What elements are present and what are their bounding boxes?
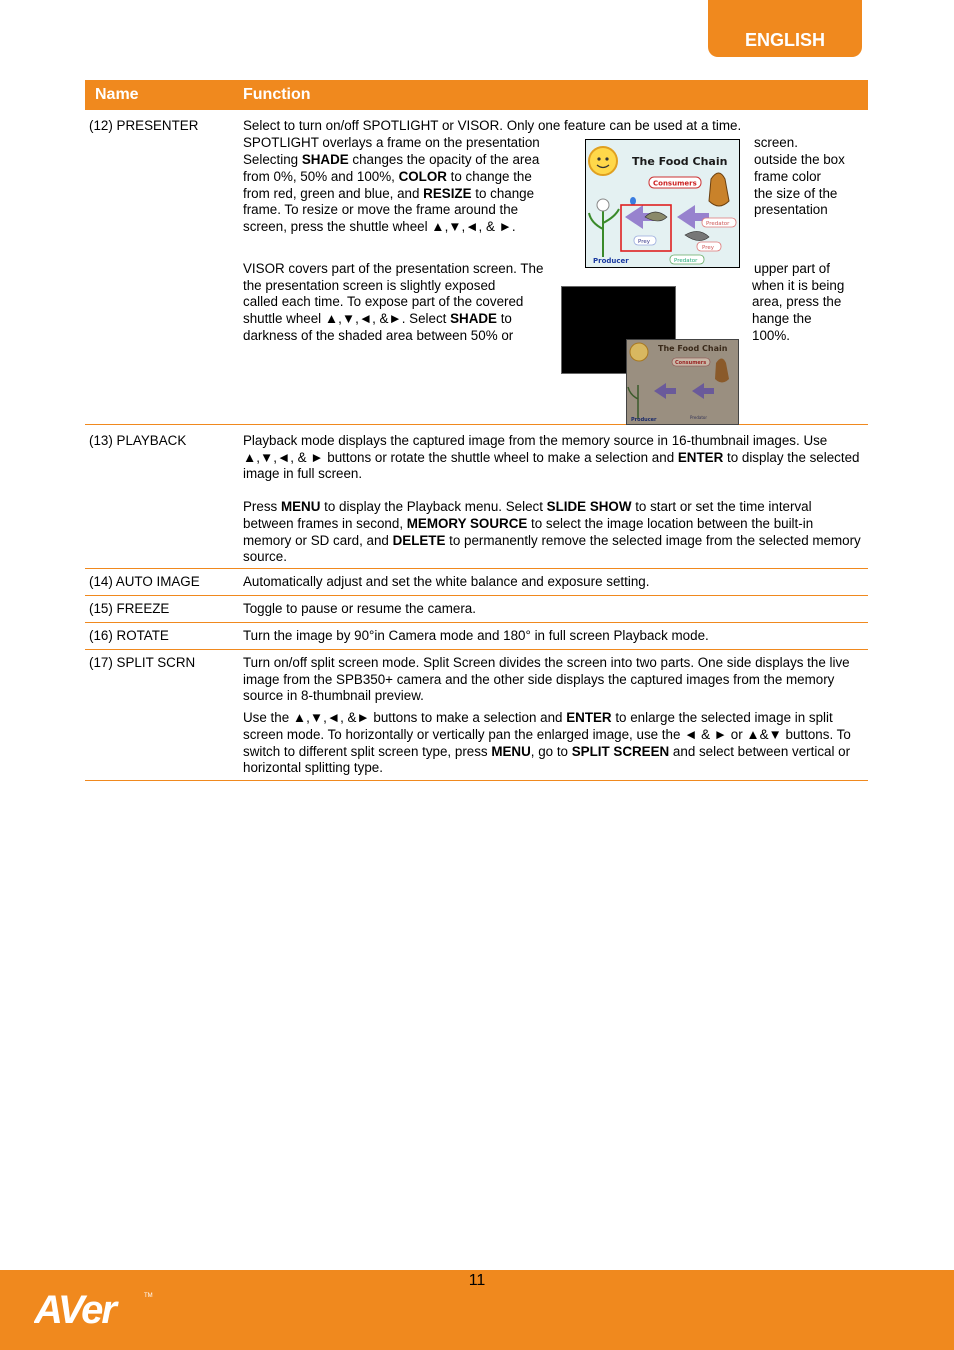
text-line: screen. bbox=[754, 135, 798, 150]
table-row bbox=[85, 425, 868, 569]
page-number: 11 bbox=[468, 1272, 486, 1289]
text-line: frame color bbox=[754, 169, 821, 184]
row-name: (17) SPLIT SCRN bbox=[89, 655, 196, 670]
svg-text:Predator: Predator bbox=[706, 221, 730, 227]
svg-text:The Food Chain: The Food Chain bbox=[658, 344, 728, 353]
text-line: shuttle wheel ▲,▼,◄, &►. Select SHADE to bbox=[243, 311, 512, 326]
svg-text:TM: TM bbox=[144, 1293, 153, 1299]
table-header bbox=[85, 80, 868, 110]
text-line: from red, green and blue, and RESIZE to change bbox=[243, 186, 535, 201]
text-line: when it is being bbox=[752, 278, 845, 293]
text-line: upper part of bbox=[754, 261, 830, 276]
svg-text:AVer: AVer bbox=[34, 1288, 115, 1329]
text-line: area, press the bbox=[752, 294, 842, 309]
row-intro: Select to turn on/off SPOTLIGHT or VISOR. Only one feature can be used at a time. bbox=[243, 118, 742, 133]
text-line: presentation bbox=[754, 202, 828, 217]
text-line: hange the bbox=[752, 311, 812, 326]
figure-title: The Food Chain bbox=[632, 155, 728, 168]
column-header-name: Name bbox=[95, 86, 139, 103]
table-row bbox=[85, 623, 868, 650]
svg-text:Prey: Prey bbox=[638, 239, 650, 245]
text-line: screen, press the shuttle wheel ▲,▼,◄, & ►. bbox=[243, 219, 516, 234]
svg-text:Consumers: Consumers bbox=[675, 360, 707, 366]
text-line: from 0%, 50% and 100%, COLOR to change the bbox=[243, 169, 532, 184]
svg-text:Predator: Predator bbox=[690, 415, 708, 420]
table-row bbox=[85, 569, 868, 596]
producer-label: Producer bbox=[593, 257, 629, 265]
aver-logo bbox=[34, 1285, 158, 1329]
text-line: darkness of the shaded area between 50% or bbox=[243, 328, 514, 343]
svg-text:Producer: Producer bbox=[631, 417, 657, 423]
text-line: outside the box bbox=[754, 152, 845, 167]
row-name: (16) ROTATE bbox=[89, 628, 169, 643]
table-row bbox=[85, 596, 868, 623]
function-table bbox=[85, 80, 868, 781]
row-function: Toggle to pause or resume the camera. bbox=[243, 601, 476, 616]
consumers-label: Consumers bbox=[653, 179, 697, 188]
sun-icon bbox=[589, 147, 617, 175]
row-function: Turn on/off split screen mode. Split Screen divides the screen into two parts. One side displays the live image from the SPB350+ camera and the other side displays the captured images from the memory source in 8-thumbnail preview. Use the ▲,▼,◄, &► buttons to make a selection and ENTER to enlarge the selected image in split screen mode. To horizontally or vertically pan the enlarged image, use the ◄ & ► or ▲&▼ buttons. To switch to different split screen type, press MENU, go to SPLIT SCREEN and select between vertical or horizontal splitting type. bbox=[243, 655, 851, 776]
spotlight-figure bbox=[585, 139, 740, 268]
row-function: Turn the image by 90°in Camera mode and 180° in full screen Playback mode. bbox=[243, 628, 709, 643]
text-line: the size of the bbox=[754, 186, 838, 201]
visor-figure bbox=[626, 339, 739, 425]
row-function: Automatically adjust and set the white balance and exposure setting. bbox=[243, 574, 650, 589]
svg-text:Predator: Predator bbox=[674, 258, 698, 264]
column-header-function: Function bbox=[243, 86, 311, 103]
svg-text:Prey: Prey bbox=[702, 245, 714, 251]
language-tab bbox=[708, 0, 862, 57]
text-line: the presentation screen is slightly exposed bbox=[243, 278, 496, 293]
table-row bbox=[85, 110, 868, 425]
text-line: VISOR covers part of the presentation screen. The bbox=[243, 261, 544, 276]
text-line: Selecting SHADE changes the opacity of the area bbox=[243, 152, 540, 167]
row-name: (15) FREEZE bbox=[89, 601, 170, 616]
text-line: 100%. bbox=[752, 328, 790, 343]
row-name: (12) PRESENTER bbox=[89, 118, 199, 133]
row-name: (14) AUTO IMAGE bbox=[89, 574, 200, 589]
row-name: (13) PLAYBACK bbox=[89, 433, 187, 448]
text-line: SPOTLIGHT overlays a frame on the presentation bbox=[243, 135, 540, 150]
row-function: Playback mode displays the captured image from the memory source in 16-thumbnail images. Use ▲,▼,◄, & ► buttons or rotate the shuttle wheel to make a selection and ENTER to display the selected image in full screen. Press MENU to display the Playback menu. Select SLIDE SHOW to start or set the time interval between frames in second, MEMORY SOURCE to select the image location between the built-in memory or SD card, and DELETE to permanently remove the selected image from the selected memory source. bbox=[243, 433, 861, 565]
text-line: called each time. To expose part of the covered bbox=[243, 294, 524, 309]
text-line: frame. To resize or move the frame around the bbox=[243, 202, 519, 217]
language-label: ENGLISH bbox=[744, 30, 825, 50]
table-row bbox=[85, 650, 868, 781]
